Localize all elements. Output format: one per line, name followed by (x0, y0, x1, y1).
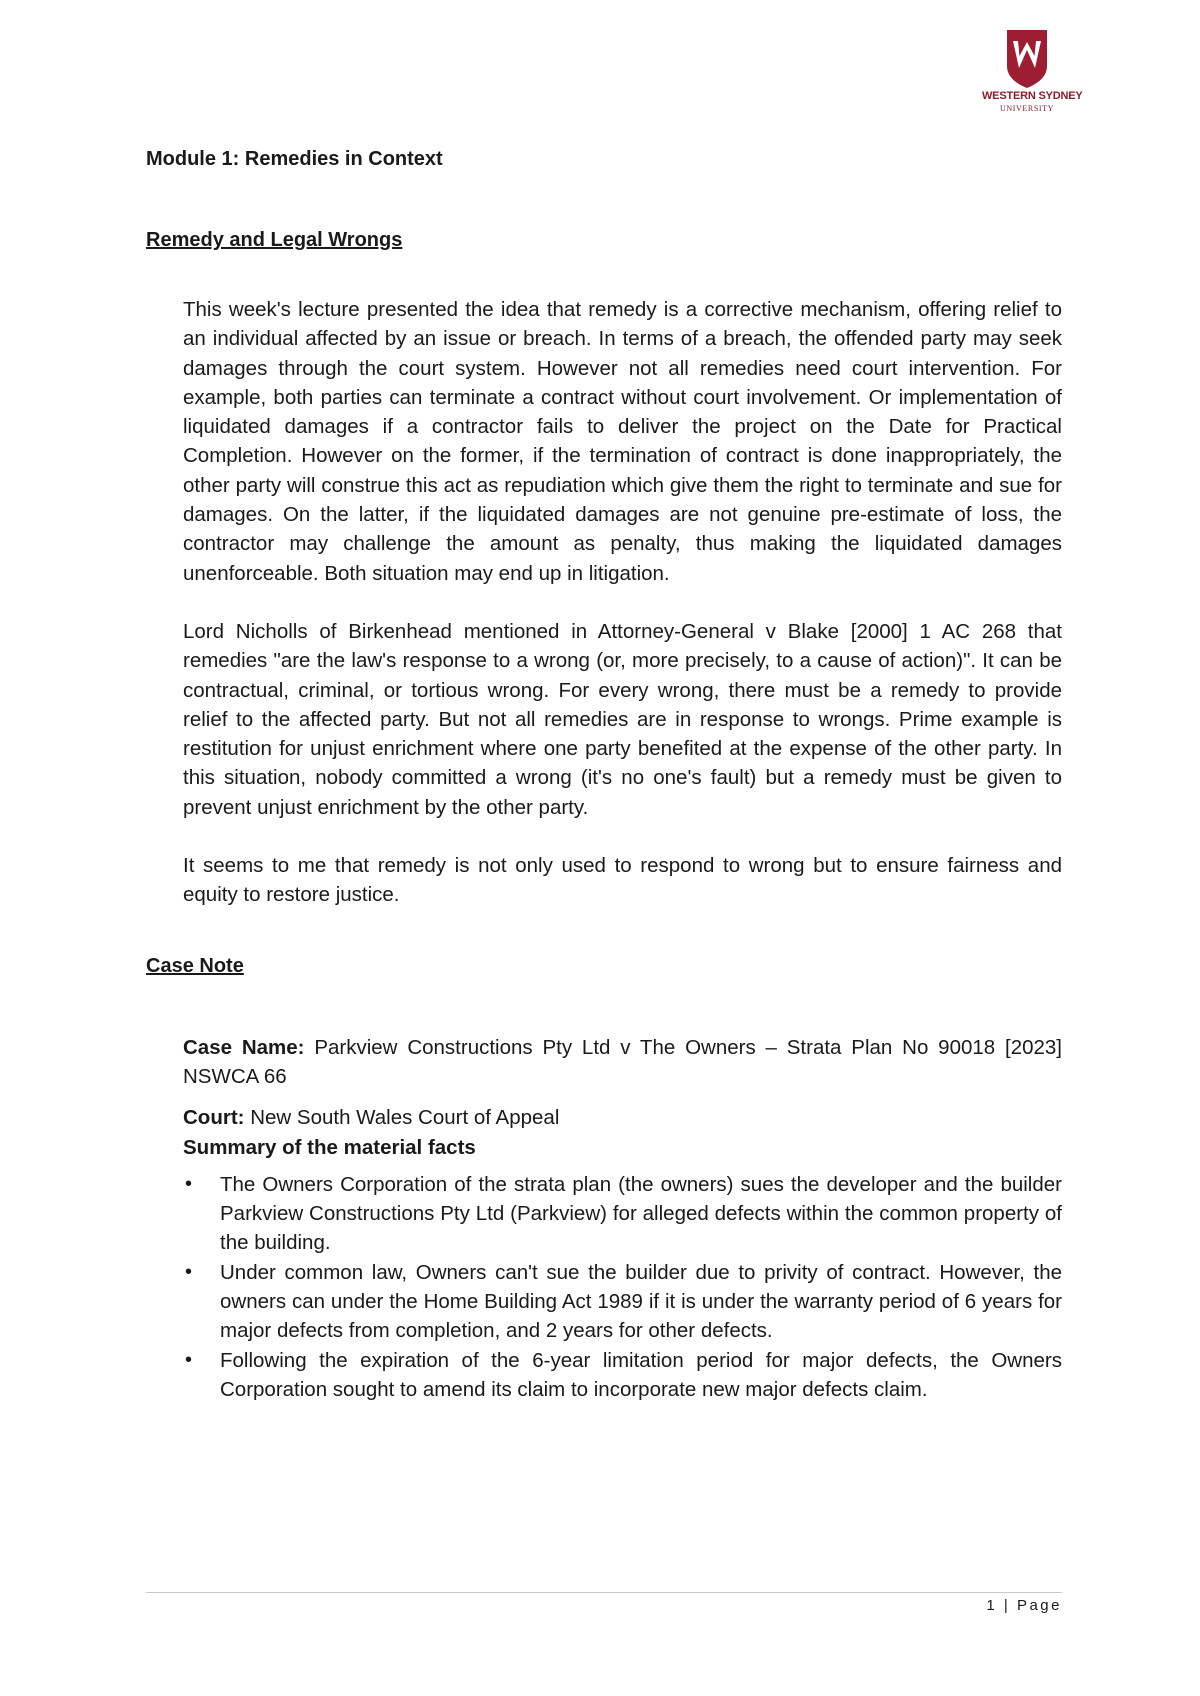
court-value: New South Wales Court of Appeal (250, 1106, 560, 1130)
list-item: • Under common law, Owners can't sue the builder due to privity of contract. However, the owners can under the Home Building Act 1989 if it is under the warranty period of 6 years for major defects from completion, and 2 years for other defects. (183, 1258, 1062, 1346)
university-logo (982, 28, 1083, 120)
paragraph: Lord Nicholls of Birkenhead mentioned in Attorney-General v Blake [2000] 1 AC 268 that remedies "are the law's response to a wrong (or, more precisely, to a cause of action)". It can be contractual, criminal, or tortious wrong. For every wrong, there must be a remedy to provide relief to the affected party. But not all remedies are in response to wrongs. Prime example is restitution for unjust enrichment where one party benefited at the expense of the other party. In this situation, nobody committed a wrong (it's no one's fault) but a remedy must be given to prevent unjust enrichment by the other party. (183, 619, 1062, 819)
logo-subtitle: UNIVERSITY (1000, 104, 1054, 113)
section-heading-remedy: Remedy and Legal Wrongs (146, 229, 403, 251)
case-name-line (183, 1033, 1062, 1092)
section-heading-case-note: Case Note (146, 954, 244, 977)
page-footer (986, 1597, 1062, 1614)
case-name-value: Parkview Constructions Pty Ltd v The Owners – Strata Plan No 90018 [2023] NSWCA 66 (183, 1035, 1062, 1088)
case-note-body (183, 1033, 1062, 1405)
footer-divider (146, 1592, 1062, 1593)
page-label: Page (1016, 1597, 1062, 1614)
court-line (183, 1103, 1062, 1132)
page-number: 1 (986, 1597, 998, 1614)
case-name-label: Case Name: (183, 1035, 305, 1059)
document-body (146, 144, 1062, 1404)
summary-heading: Summary of the material facts (183, 1135, 476, 1159)
footer-separator: | (1003, 1597, 1011, 1614)
section-remedy-body (183, 295, 1062, 910)
logo-wordmark: WESTERN SYDNEY (982, 90, 1083, 102)
module-title: Module 1: Remedies in Context (146, 148, 443, 170)
list-item: • The Owners Corporation of the strata plan (the owners) sues the developer and the builder Parkview Constructions Pty Ltd (Parkview) for alleged defects within the common property of the building. (183, 1170, 1062, 1258)
court-label: Court: (183, 1106, 245, 1130)
list-item: • Following the expiration of the 6-year limitation period for major defects, the Owners Corporation sought to amend its claim to incorporate new major defects claim. (183, 1346, 1062, 1405)
shield-icon (982, 28, 1072, 90)
facts-list (183, 1170, 1062, 1404)
paragraph: This week's lecture presented the idea that remedy is a corrective mechanism, offering relief to an individual affected by an issue or breach. In terms of a breach, the offended party may seek damages through the court system. However not all remedies need court intervention. For example, both parties can terminate a contract without court involvement. Or implementation of liquidated damages if a contractor fails to deliver the project on the Date for Practical Completion. However on the former, if the termination of contract is done inappropriately, the other party will construe this act as repudiation which give them the right to terminate and sue for damages. On the latter, if the liquidated damages are not genuine pre-estimate of loss, the contractor may challenge the amount as penalty, thus making the liquidated damages unenforceable. Both situation may end up in litigation. (183, 298, 1062, 585)
paragraph: It seems to me that remedy is not only used to respond to wrong but to ensure fairness and equity to restore justice. (183, 854, 1062, 907)
